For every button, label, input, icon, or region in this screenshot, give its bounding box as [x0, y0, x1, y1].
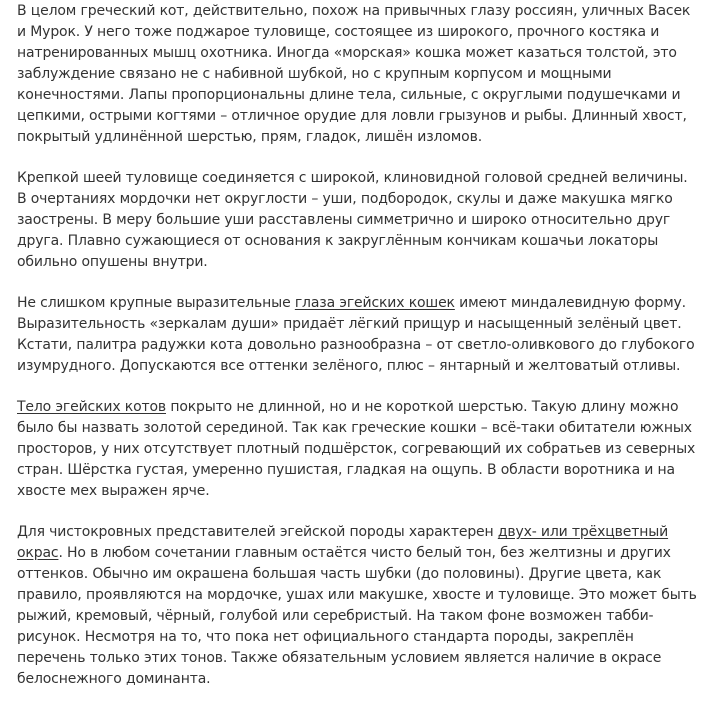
link-bicolor-tricolor[interactable]: двух- или трёхцветный окрас — [17, 524, 669, 561]
paragraph-body-structure-text: В целом греческий кот, действительно, похож на привычных глазу россиян, уличных Васек и Мурок. У него тоже поджарое туловище, состоящее из широкого, прочного костяка и натренированных мышц охотника. Иногда «морская» кошка может казаться толстой, это заблуждение связано не с набивной шубкой, но с крупным корпусом и мощными конечностями. Лапы пропорциональны длине тела, сильные, с округлыми подушечками и цепкими, острыми когтями – отличное орудие для ловли грызунов и рыбы. Длинный хвост, покрытый удлинённой шерстью, прям, гладок, лишён изломов. — [17, 3, 691, 145]
paragraph-eyes-text-before: Не слишком крупные выразительные — [17, 295, 295, 311]
paragraph-body-structure — [17, 1, 699, 148]
paragraph-coat — [17, 397, 699, 502]
link-aegean-cat-eyes[interactable]: глаза эгейских кошек — [294, 295, 455, 311]
paragraph-coat-text-after: покрыто не длинной, но и не короткой шерстью. Такую длину можно было бы назвать золотой серединой. Так как греческие кошки – всё-таки обитатели южных просторов, у них отсутствует плотный подшёрсток, согревающий их собратьев из северных стран. Шёрстка густая, умеренно пушистая, гладкая на ощупь. В области воротника и на хвосте мех выражен ярче. — [17, 399, 696, 499]
link-aegean-cat-body[interactable]: Тело эгейских котов — [17, 399, 167, 415]
paragraph-color-text-before: Для чистокровных представителей эгейской породы характерен — [17, 524, 498, 540]
paragraph-eyes — [17, 293, 699, 377]
paragraph-eyes-text-after: имеют миндалевидную форму. Выразительность «зеркалам души» придаёт лёгкий прищур и насыщенный зелёный цвет. Кстати, палитра радужки кота довольно разнообразна – от светло-оливкового до глубокого изумрудного. Допускаются все оттенки зелёного, плюс – янтарный и желтоватый отливы. — [17, 295, 695, 374]
paragraph-color-text-after: . Но в любом сочетании главным остаётся чисто белый тон, без желтизны и других оттенков. Обычно им окрашена большая часть шубки (до половины). Другие цвета, как правило, проявляются на мордочке, ушах или макушке, хвосте и туловище. Это может быть рыжий, кремовый, чёрный, голубой или серебристый. На таком фоне возможен табби-рисунок. Несмотря на то, что пока нет официального стандарта породы, закреплён перечень только этих тонов. Также обязательным условием является наличие в окрасе белоснежного доминанта. — [17, 545, 697, 687]
paragraph-color — [17, 522, 699, 690]
article-body — [0, 1, 713, 690]
paragraph-head-shape-text: Крепкой шеей туловище соединяется с широкой, клиновидной головой средней величины. В очертаниях мордочки нет округлости – уши, подбородок, скулы и даже макушка мягко заострены. В меру большие уши расставлены симметрично и широко относительно друг друга. Плавно сужающиеся от основания к закруглённым кончикам кошачьи локаторы обильно опушены внутри. — [17, 170, 688, 270]
paragraph-head-shape — [17, 168, 699, 273]
